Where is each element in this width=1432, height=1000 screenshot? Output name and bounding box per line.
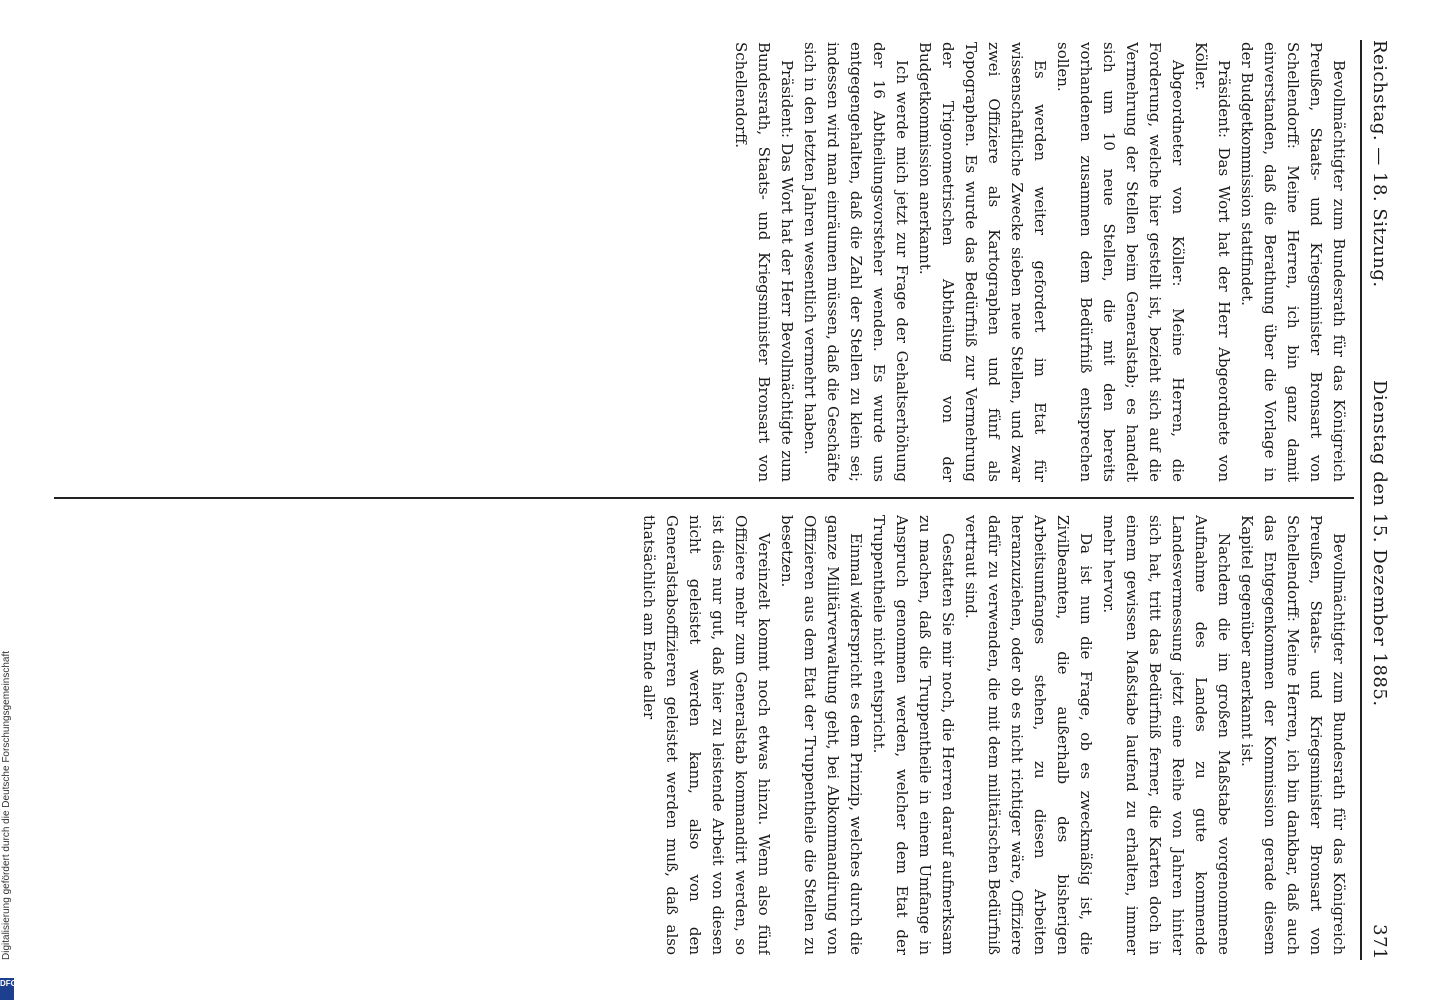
paragraph: Ich werde mich jetzt zur Frage der Gehaltserhöhung der 16 Abtheilungsvorsteher wenden. Es wurde uns entgegengehalten, daß die Zahl der Stellen zu klein sei; indessen wird man einräumen müssen, daß die Geschäfte sich in den letzten Jahren wesentlich vermehrt haben. (801, 42, 911, 482)
header-title: Reichstag. — 18. Sitzung. (1369, 40, 1390, 288)
digitization-sidebar (0, 10, 17, 990)
paragraph: Nachdem die im großen Maßstabe vorgenommene Aufnahme des Landes zu gute kommende Landesvermessung jetzt eine Reihe von Jahren hinter sich hat, tritt das Bedürfniß ferner, die Karten doch in einem gewissen Maßstabe laufend zu erhalten, immer mehr hervor. (1100, 515, 1233, 955)
paragraph: Gestatten Sie mir noch, die Herren darauf aufmerksam zu machen, daß die Truppentheile in einem Umfange in Anspruch genommen werden, welcher dem Etat der Truppentheile nicht entspricht. (870, 515, 957, 955)
paragraph: Vereinzelt kommt noch etwas hinzu. Wenn also fünf Offiziere mehr zum Generalstab kommandirt werden, so ist dies nur gut, daß hier zu leistende Arbeit von diesen nicht geleistet werden kann, also von den Generalstabsoffizieren geleistet werden muß, daß also thatsächlich am Ende aller (640, 515, 773, 955)
page-header (1366, 40, 1392, 960)
scanned-newspaper-page (20, 0, 1420, 1000)
paragraph: Bevollmächtigter zum Bundesrath für das Königreich Preußen, Staats- und Kriegsminister Bronsart von Schellendorff: Meine Herren, ich bin dankbar, daß auch das Entgegenkommen der Kommission gerade diesem Kapitel gegenüber anerkannt ist. (1238, 515, 1348, 955)
header-rule (1360, 40, 1362, 960)
right-column (60, 515, 1350, 955)
paragraph: Abgeordneter von Köller: Meine Herren, die Forderung, welche hier gestellt ist, bezieht sich auf die Vermehrung der Stellen beim Generalstab; es handelt sich um 10 neue Stellen, die mit den bereits vorhandenen zusammen dem Bedürfniß entsprechen sollen. (1054, 42, 1187, 482)
paragraph: Es werden weiter gefordert im Etat für wissenschaftliche Zwecke sieben neue Stellen, und zwar zwei Offiziere als Kartographen und fünf als Topographen. Es wurde das Bedürfniß zur Vermehrung der Trigonometrischen Abtheilung von der Budgetkommission anerkannt. (916, 42, 1049, 482)
paragraph: Präsident: Das Wort hat der Herr Abgeordnete von Köller. (1192, 42, 1233, 482)
paragraph: Bevollmächtigter zum Bundesrath für das Königreich Preußen, Staats- und Kriegsminister Bronsart von Schellendorff: Meine Herren, ich bin ganz damit einverstanden, daß die Berathung über die Vorlage in der Budgetkommission stattfindet. (1238, 42, 1348, 482)
digitization-credit: Digitalisierung gefördert durch die Deutsche Forschungsgemeinschaft (1, 650, 12, 960)
paragraph: Da ist nun die Frage, ob es zweckmäßig ist, die Zivilbeamten, die außerhalb des bisherigen Arbeitsumfanges stehen, zu diesen Arbeiten heranzuziehen, oder ob es nicht richtiger wäre, Offiziere dafür zu verwenden, die mit dem militärischen Bedürfniß vertraut sind. (962, 515, 1095, 955)
dfg-logo: DFG (0, 978, 14, 1000)
left-column (60, 42, 1350, 482)
paragraph: Präsident: Das Wort hat der Herr Bevollmächtigte zum Bundesrath, Staats- und Kriegsminister Bronsart von Schellendorff. (732, 42, 796, 482)
column-divider (54, 497, 1354, 499)
header-date: Dienstag den 15. Dezember 1885. (1369, 380, 1390, 707)
paragraph: Einmal widerspricht es dem Prinzip, welches durch die ganze Militärverwaltung geht, bei Abkommandirung von Offizieren aus dem Etat der Truppentheile die Stellen zu besetzen. (778, 515, 865, 955)
page-number: 371 (1369, 924, 1390, 960)
